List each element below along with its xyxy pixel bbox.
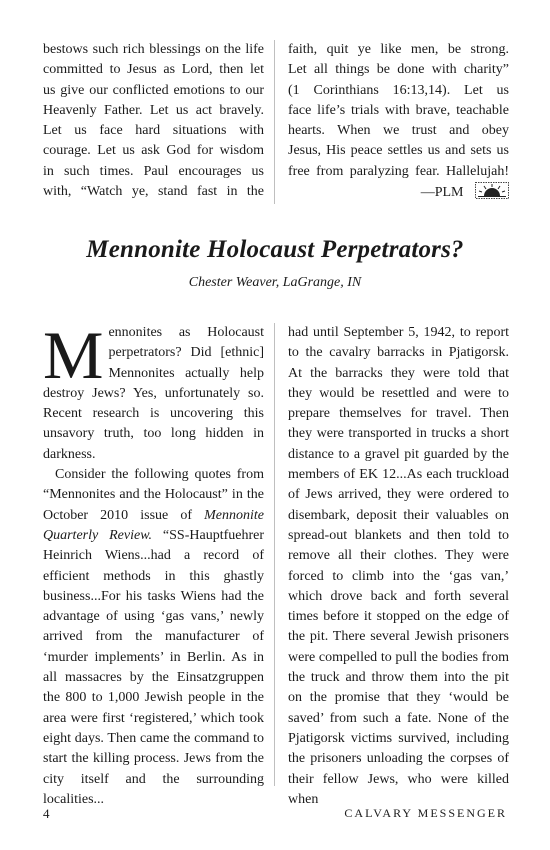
paragraph-2-text-b: “SS-Hauptfuehrer Heinrich Wiens...had a record of efficient methods in this ghastly business...For his tasks Wiens had the advantage of using ‘gas vans,’ newly arrived from the manufacturer of ‘murder implements’ in Berlin. As in all massacres by the Einsatzgruppen the 800 to 1,000 Jewish people in the area were first ‘registered,’ which took eight days. Then came the command to start the killing process. Jews from the city itself and the surrounding localities... bbox=[43, 527, 264, 807]
article-paragraph-2 bbox=[43, 465, 264, 810]
article-byline: Chester Weaver, LaGrange, IN bbox=[188, 275, 362, 290]
top-left-text-line: us give our conflicted emotions to our bbox=[43, 82, 264, 98]
top-left-text-line: Let us face hard situations with bbox=[43, 123, 264, 139]
article-paragraph-2-continued: had until September 5, 1942, to report to the cavalry barracks in Pjatigorsk. At the barracks they were told that they would be resettled and were to prepare themselves for travel. Then they were transported in trucks a short distance to a gravel pit guarded by the members of EK 12...As each truckload of Jews arrived, they were ordered to disembark, deposit their valuables on spread-out blankets and then told to remove all their clothes. They were forced to climb into the ‘gas van,’ which drove back and forth several times before it stopped on the edge of the pit. There several Jewish prisoners were compelled to pull the bodies from the truck and throw them into the pit on the promise that they ‘would be saved’ from such a fate. None of the Pjatigorsk victims survived, including the prisoners unloading the corpses of their fellow Jews, who were killed when bbox=[288, 325, 509, 807]
top-left-column bbox=[43, 40, 264, 202]
paragraph-1-text: ennonites as Holocaust perpetrators? Did [ethnic] Mennonites actually help destroy Jews? Yes, unfortunately so. Recent research is uncovering this unsavory truth, too long hidden in darkness. bbox=[43, 325, 264, 462]
top-right-text-line: free from paralyzing fear. Hallelujah! bbox=[288, 163, 509, 179]
top-right-text-line: Let all things be done with charity” bbox=[288, 62, 509, 78]
drop-cap: M bbox=[43, 317, 104, 393]
top-left-text-line: courage. Let us ask God for wisdom bbox=[43, 143, 264, 159]
top-right-text-line: faith, quit ye like men, be strong. bbox=[288, 42, 509, 57]
article-column-right bbox=[288, 323, 509, 810]
article-column-left bbox=[43, 317, 264, 810]
top-left-text-line: bestows such rich blessings on the life bbox=[43, 42, 264, 57]
top-right-column bbox=[288, 40, 509, 203]
top-right-text-line: Jesus, His peace settles us and sets us bbox=[288, 143, 509, 159]
top-right-text-line: (1 Corinthians 16:13,14). Let us bbox=[288, 82, 509, 98]
column-divider-bottom bbox=[274, 323, 275, 786]
top-left-text-line: with, “Watch ye, stand fast in the bbox=[43, 184, 264, 200]
sunrise-icon bbox=[475, 182, 509, 199]
top-left-text bbox=[43, 40, 264, 202]
top-left-text-line: in such times. Paul encourages us bbox=[43, 163, 264, 179]
signoff-initials: —PLM bbox=[420, 185, 464, 201]
column-divider-top bbox=[274, 40, 275, 204]
top-left-text-line: committed to Jesus as Lord, then let bbox=[43, 62, 264, 78]
top-right-text-line: face life’s trials with brave, teachable bbox=[288, 102, 509, 118]
top-right-text-line: hearts. When we trust and obey bbox=[288, 123, 509, 139]
top-right-text bbox=[288, 40, 509, 182]
paragraph-2-text-a: Consider the following quotes from “Mennonites and the Holocaust” in the October 2010 issue of bbox=[43, 467, 264, 523]
magazine-name: CALVARY MESSENGER bbox=[344, 806, 507, 820]
journal-title: Mennonite Quarterly Review. bbox=[43, 507, 264, 543]
top-left-text-line: Heavenly Father. Let us act bravely. bbox=[43, 102, 264, 118]
page-number: 4 bbox=[43, 806, 50, 821]
article-paragraph-1 bbox=[43, 317, 264, 465]
article-title: Mennonite Holocaust Perpetrators? bbox=[86, 236, 464, 263]
signoff bbox=[288, 182, 509, 203]
